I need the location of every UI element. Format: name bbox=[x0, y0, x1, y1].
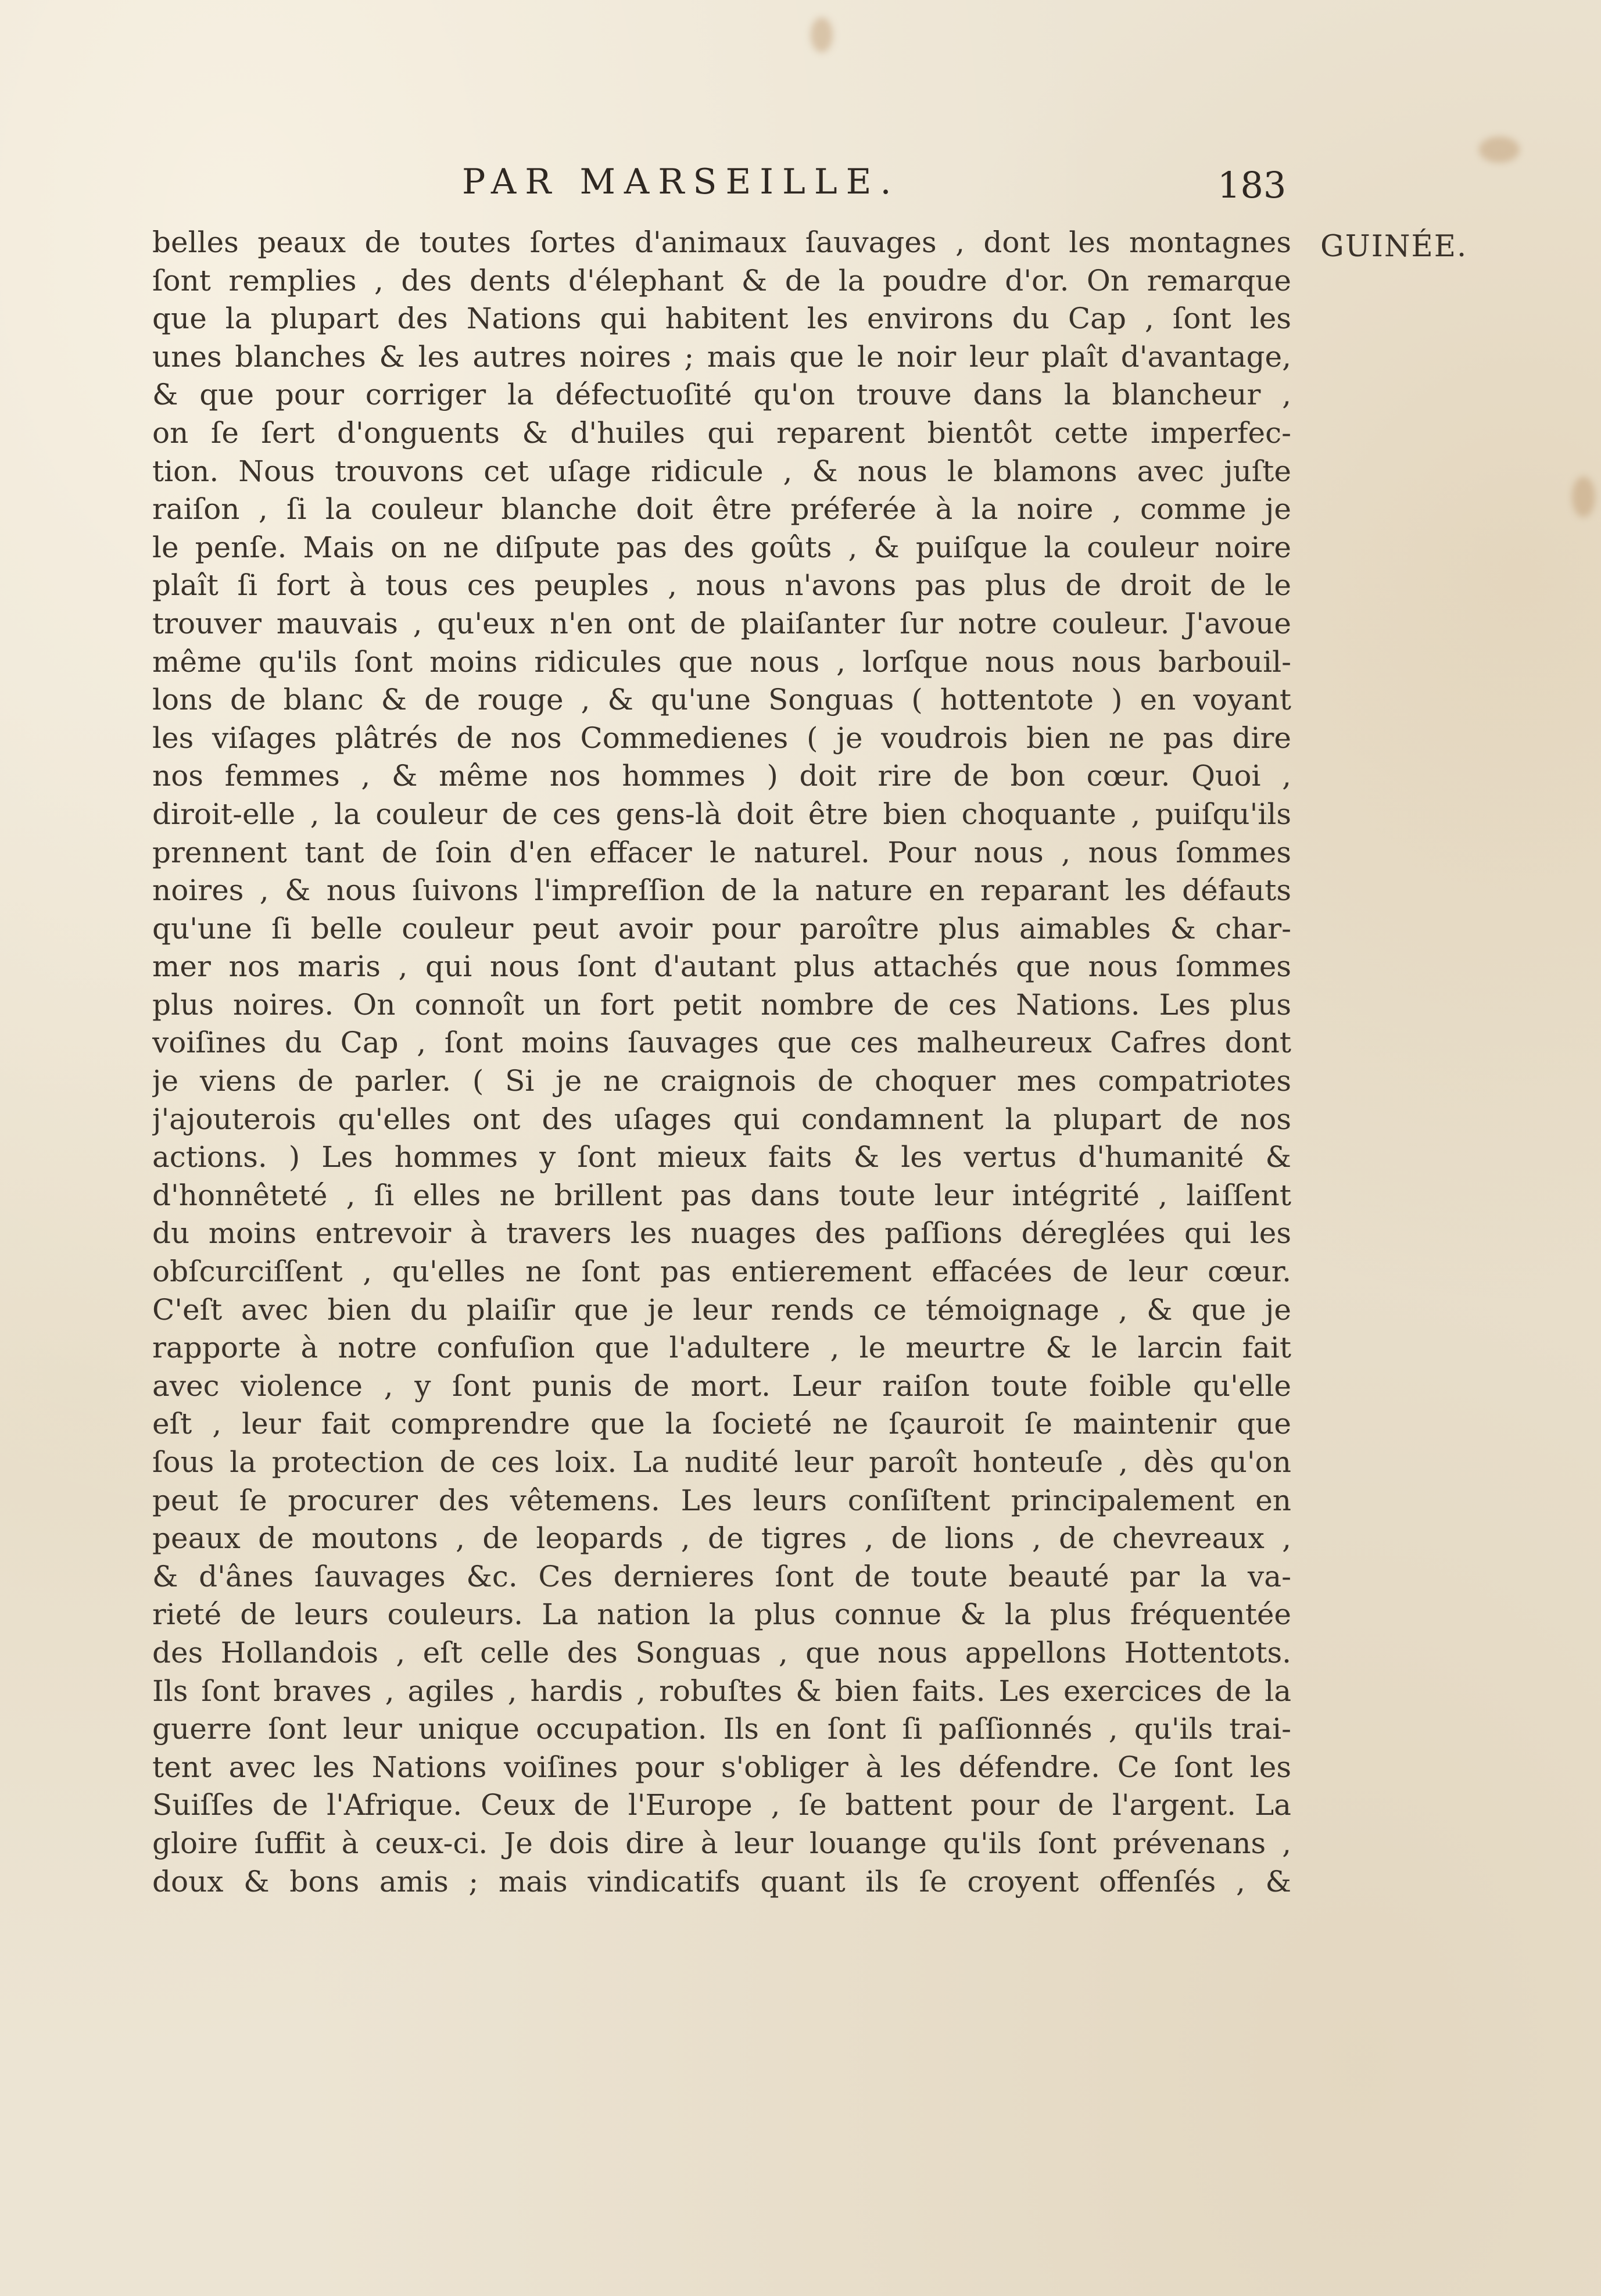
text-line: avec violence , y ſont punis de mort. Leur raiſon toute foible qu'elle bbox=[152, 1369, 1291, 1403]
text-line: le penſe. Mais on ne diſpute pas des goûts , & puiſque la couleur noire bbox=[152, 530, 1291, 564]
text-line: je viens de parler. ( Si je ne craignois de choquer mes compatriotes bbox=[152, 1064, 1291, 1098]
text-line: actions. ) Les hommes y ſont mieux faits & les vertus d'humanité & bbox=[152, 1140, 1291, 1174]
text-line: belles peaux de toutes ſortes d'animaux ſauvages , dont les montagnes bbox=[152, 225, 1291, 259]
text-line: peut ſe procurer des vêtemens. Les leurs conſiſtent principalement en bbox=[152, 1483, 1291, 1517]
text-line: & d'ânes ſauvages &c. Ces dernieres ſont de toute beauté par la va- bbox=[152, 1559, 1291, 1593]
text-line: Ils ſont braves , agiles , hardis , robuſtes & bien faits. Les exercices de la bbox=[152, 1674, 1291, 1708]
running-title: PAR MARSEILLE. bbox=[462, 162, 900, 202]
text-line: plus noires. On connoît un fort petit nombre de ces Nations. Les plus bbox=[152, 987, 1291, 1022]
text-line: nos femmes , & même nos hommes ) doit rire de bon cœur. Quoi , bbox=[152, 759, 1291, 793]
text-line: & que pour corriger la défectuoſité qu'on trouve dans la blancheur , bbox=[152, 378, 1291, 412]
text-line: j'ajouterois qu'elles ont des uſages qui condamnent la plupart de nos bbox=[152, 1102, 1291, 1136]
text-line: ſous la protection de ces loix. La nudité leur paroît honteuſe , dès qu'on bbox=[152, 1445, 1291, 1479]
body-text bbox=[152, 224, 1291, 1901]
text-line: raiſon , ſi la couleur blanche doit être préferée à la noire , comme je bbox=[152, 492, 1291, 526]
text-line: doux & bons amis ; mais vindicatifs quant ils ſe croyent offenſés , & bbox=[152, 1864, 1291, 1899]
text-line: mer nos maris , qui nous ſont d'autant plus attachés que nous ſommes bbox=[152, 950, 1291, 984]
text-line: que la plupart des Nations qui habitent les environs du Cap , ſont les bbox=[152, 302, 1291, 336]
running-head bbox=[0, 156, 1601, 208]
paper-stain bbox=[811, 17, 833, 52]
text-line: Suiſſes de l'Afrique. Ceux de l'Europe , ſe battent pour de l'argent. La bbox=[152, 1788, 1291, 1822]
page-number: 183 bbox=[1217, 164, 1287, 206]
text-line: peaux de moutons , de leopards , de tigres , de lions , de chevreaux , bbox=[152, 1521, 1291, 1556]
text-line: rieté de leurs couleurs. La nation la plus connue & la plus fréquentée bbox=[152, 1597, 1291, 1632]
text-line: tent avec les Nations voiſines pour s'obliger à les défendre. Ce ſont les bbox=[152, 1750, 1291, 1784]
text-line: plaît ſi fort à tous ces peuples , nous n'avons pas plus de droit de le bbox=[152, 568, 1291, 603]
text-line: tion. Nous trouvons cet uſage ridicule , & nous le blamons avec juſte bbox=[152, 454, 1291, 488]
text-line: ſont remplies , des dents d'élephant & de la poudre d'or. On remarque bbox=[152, 263, 1291, 298]
text-line: obſcurciſſent , qu'elles ne ſont pas entierement effacées de leur cœur. bbox=[152, 1255, 1291, 1289]
text-line: C'eſt avec bien du plaiſir que je leur rends ce témoignage , & que je bbox=[152, 1292, 1291, 1327]
paper-stain bbox=[1572, 477, 1595, 517]
text-line: d'honnêteté , ſi elles ne brillent pas dans toute leur intégrité , laiſſent bbox=[152, 1178, 1291, 1212]
text-line: noires , & nous ſuivons l'impreſſion de la nature en reparant les défauts bbox=[152, 873, 1291, 908]
text-line: du moins entrevoir à travers les nuages des paſſions déreglées qui les bbox=[152, 1216, 1291, 1251]
text-line: gloire ſuffit à ceux-ci. Je dois dire à leur louange qu'ils ſont prévenans , bbox=[152, 1826, 1291, 1860]
text-line: les viſages plâtrés de nos Commedienes ( je voudrois bien ne pas dire bbox=[152, 721, 1291, 755]
text-line: qu'une ſi belle couleur peut avoir pour paroître plus aimables & char- bbox=[152, 911, 1291, 945]
text-line: rapporte à notre confuſion que l'adultere , le meurtre & le larcin fait bbox=[152, 1331, 1291, 1365]
text-line: voiſines du Cap , ſont moins ſauvages que ces malheureux Cafres dont bbox=[152, 1026, 1291, 1060]
text-line: diroit-elle , la couleur de ces gens-là doit être bien choquante , puiſqu'ils bbox=[152, 797, 1291, 831]
text-line: des Hollandois , eſt celle des Songuas , que nous appellons Hottentots. bbox=[152, 1635, 1291, 1670]
text-line: guerre ſont leur unique occupation. Ils en ſont ſi paſſionnés , qu'ils trai- bbox=[152, 1712, 1291, 1746]
text-line: lons de blanc & de rouge , & qu'une Songuas ( hottentote ) en voyant bbox=[152, 683, 1291, 717]
text-line: trouver mauvais , qu'eux n'en ont de plaiſanter ſur notre couleur. J'avoue bbox=[152, 606, 1291, 640]
marginal-note: GUINÉE. bbox=[1320, 230, 1468, 264]
text-line: unes blanches & les autres noires ; mais que le noir leur plaît d'avantage, bbox=[152, 339, 1291, 374]
text-line: eſt , leur fait comprendre que la ſocieté ne ſçauroit ſe maintenir que bbox=[152, 1407, 1291, 1441]
text-line: on ſe ſert d'onguents & d'huiles qui reparent bientôt cette imperfec- bbox=[152, 415, 1291, 450]
text-line: prennent tant de ſoin d'en effacer le naturel. Pour nous , nous ſommes bbox=[152, 835, 1291, 869]
text-line: même qu'ils ſont moins ridicules que nous , lorſque nous nous barbouil- bbox=[152, 644, 1291, 679]
